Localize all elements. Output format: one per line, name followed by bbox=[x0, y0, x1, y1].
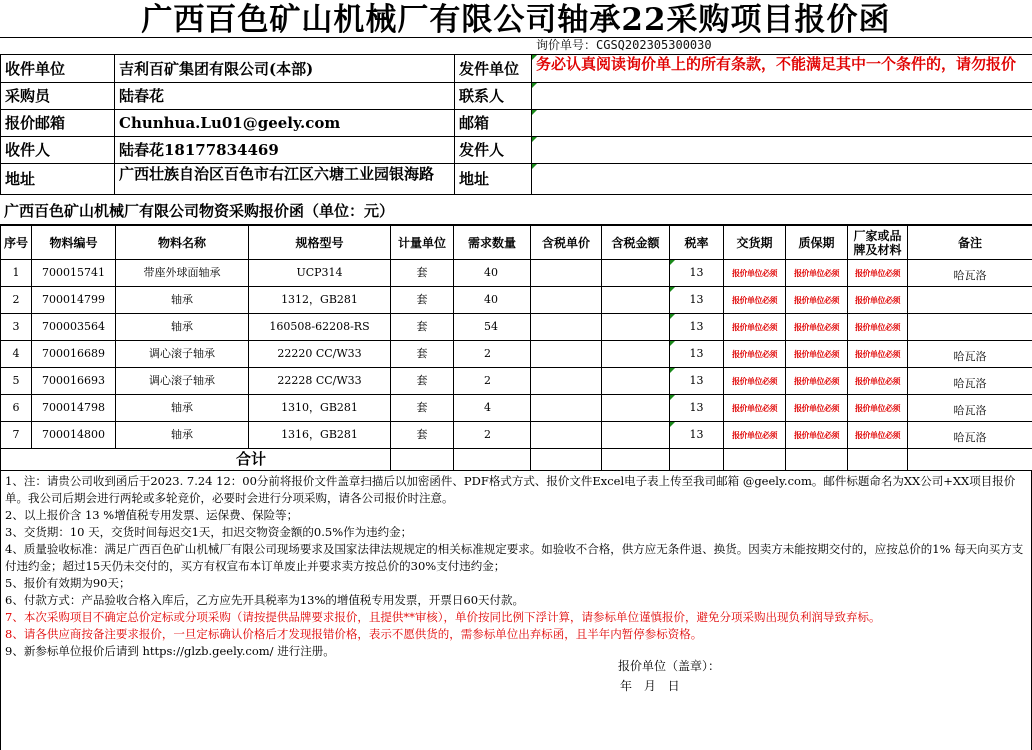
contact-value[interactable] bbox=[532, 83, 1032, 110]
row-unit: 套 bbox=[391, 395, 454, 422]
row-qty: 40 bbox=[454, 287, 531, 314]
recv-unit-value[interactable]: 吉利百矿集团有限公司(本部) bbox=[115, 55, 455, 83]
table-row bbox=[1, 422, 1032, 449]
row-code: 700003564 bbox=[32, 314, 116, 341]
row-unit: 套 bbox=[391, 260, 454, 287]
row-tax-rate: 13 bbox=[670, 260, 724, 287]
send-unit-label: 发件单位 bbox=[455, 55, 532, 83]
row-tax-amount[interactable] bbox=[602, 368, 670, 395]
signature-date: 年 月 日 bbox=[620, 679, 680, 693]
recv-unit-label: 收件单位 bbox=[1, 55, 115, 83]
total-amount[interactable] bbox=[602, 449, 670, 471]
row-no: 1 bbox=[1, 260, 32, 287]
row-unit: 套 bbox=[391, 341, 454, 368]
inquiry-number: 询价单号：CGSQ202305300030 bbox=[536, 38, 712, 52]
row-remark: 哈瓦洛 bbox=[908, 368, 1032, 395]
row-name: 轴承 bbox=[116, 287, 249, 314]
signature-label: 报价单位（盖章）： bbox=[618, 659, 721, 673]
note-item: 2、以上报价含 13 %增值税专用发票、运保费、保险等； bbox=[5, 508, 299, 522]
buyer-label: 采购员 bbox=[1, 83, 115, 110]
row-tax-price[interactable] bbox=[531, 395, 602, 422]
row-remark: 哈瓦洛 bbox=[908, 395, 1032, 422]
address2-label: 地址 bbox=[455, 164, 532, 195]
row-remark bbox=[908, 314, 1032, 341]
header-tax-amount: 含税金额 bbox=[602, 226, 670, 260]
header-brand: 厂家或品牌及材料 bbox=[848, 226, 908, 260]
address2-value[interactable] bbox=[532, 164, 1032, 195]
row-name: 轴承 bbox=[116, 314, 249, 341]
row-tax-price[interactable] bbox=[531, 341, 602, 368]
note-item: 9、新参标单位报价后请到 https://glzb.geely.com/ 进行注册。 bbox=[5, 644, 335, 658]
row-tax-rate: 13 bbox=[670, 395, 724, 422]
row-qty: 54 bbox=[454, 314, 531, 341]
row-unit: 套 bbox=[391, 368, 454, 395]
row-name: 调心滚子轴承 bbox=[116, 368, 249, 395]
row-spec: 22220 CC/W33 bbox=[249, 341, 391, 368]
row-tax-rate: 13 bbox=[670, 314, 724, 341]
table-row bbox=[1, 287, 1032, 314]
row-qty: 40 bbox=[454, 260, 531, 287]
row-no: 5 bbox=[1, 368, 32, 395]
row-warranty[interactable]: 报价单位必须 bbox=[786, 287, 848, 314]
row-spec: 22228 CC/W33 bbox=[249, 368, 391, 395]
table-subtitle: 广西百色矿山机械厂有限公司物资采购报价函（单位：元） bbox=[0, 197, 1032, 225]
email2-label: 邮箱 bbox=[455, 110, 532, 137]
row-tax-amount[interactable] bbox=[602, 287, 670, 314]
table-row bbox=[1, 314, 1032, 341]
row-tax-amount[interactable] bbox=[602, 422, 670, 449]
row-no: 2 bbox=[1, 287, 32, 314]
header-name: 物料名称 bbox=[116, 226, 249, 260]
row-remark: 哈瓦洛 bbox=[908, 260, 1032, 287]
row-no: 3 bbox=[1, 314, 32, 341]
row-spec: 160508-62208-RS bbox=[249, 314, 391, 341]
row-brand[interactable]: 报价单位必须 bbox=[848, 395, 908, 422]
page-title: 广西百色矿山机械厂有限公司轴承22采购项目报价函 bbox=[0, 0, 1032, 38]
row-tax-price[interactable] bbox=[531, 422, 602, 449]
sender-value[interactable] bbox=[532, 137, 1032, 164]
row-warranty[interactable]: 报价单位必须 bbox=[786, 341, 848, 368]
row-qty: 4 bbox=[454, 395, 531, 422]
table-row bbox=[1, 368, 1032, 395]
row-remark: 哈瓦洛 bbox=[908, 341, 1032, 368]
note-item: 3、交货期：10 天，交货时间每迟交1天，扣迟交物资金额的0.5%作为违约金； bbox=[5, 525, 413, 539]
row-tax-price[interactable] bbox=[531, 260, 602, 287]
row-warranty[interactable]: 报价单位必须 bbox=[786, 368, 848, 395]
row-name: 轴承 bbox=[116, 395, 249, 422]
sender-label: 发件人 bbox=[455, 137, 532, 164]
row-tax-amount[interactable] bbox=[602, 260, 670, 287]
note-item: 7、本次采购项目不确定总价定标或分项采购（请按提供品牌要求报价，且提供**审核），单价按同比例下浮计算，请参标单位谨慎报价，避免分项采购出现负利润导致弃标。 bbox=[5, 610, 881, 624]
address-label: 地址 bbox=[1, 164, 115, 195]
row-tax-amount[interactable] bbox=[602, 341, 670, 368]
address-value[interactable]: 广西壮族自治区百色市右江区六塘工业园银海路 bbox=[115, 164, 455, 195]
header-spec: 规格型号 bbox=[249, 226, 391, 260]
buyer-value[interactable]: 陆春花 bbox=[115, 83, 455, 110]
row-qty: 2 bbox=[454, 341, 531, 368]
notes-section bbox=[0, 470, 1032, 750]
row-code: 700014798 bbox=[32, 395, 116, 422]
row-warranty[interactable]: 报价单位必须 bbox=[786, 422, 848, 449]
row-tax-rate: 13 bbox=[670, 422, 724, 449]
row-remark: 哈瓦洛 bbox=[908, 422, 1032, 449]
row-warranty[interactable]: 报价单位必须 bbox=[786, 314, 848, 341]
row-delivery[interactable]: 报价单位必须 bbox=[724, 287, 786, 314]
row-qty: 2 bbox=[454, 368, 531, 395]
row-tax-price[interactable] bbox=[531, 368, 602, 395]
row-delivery[interactable]: 报价单位必须 bbox=[724, 260, 786, 287]
row-no: 4 bbox=[1, 341, 32, 368]
row-code: 700015741 bbox=[32, 260, 116, 287]
header-qty: 需求数量 bbox=[454, 226, 531, 260]
row-spec: 1310，GB281 bbox=[249, 395, 391, 422]
header-code: 物料编号 bbox=[32, 226, 116, 260]
total-label: 合计 bbox=[1, 449, 391, 471]
row-qty: 2 bbox=[454, 422, 531, 449]
row-code: 700016693 bbox=[32, 368, 116, 395]
row-no: 6 bbox=[1, 395, 32, 422]
signature-block bbox=[618, 656, 720, 696]
row-name: 轴承 bbox=[116, 422, 249, 449]
row-delivery[interactable]: 报价单位必须 bbox=[724, 314, 786, 341]
note-item: 5、报价有效期为90天； bbox=[5, 576, 131, 590]
header-delivery: 交货期 bbox=[724, 226, 786, 260]
row-brand[interactable]: 报价单位必须 bbox=[848, 287, 908, 314]
row-delivery[interactable]: 报价单位必须 bbox=[724, 368, 786, 395]
total-row bbox=[1, 449, 1032, 471]
header-warranty: 质保期 bbox=[786, 226, 848, 260]
row-brand[interactable]: 报价单位必须 bbox=[848, 341, 908, 368]
header-no: 序号 bbox=[1, 226, 32, 260]
email-value[interactable]: Chunhua.Lu01@geely.com bbox=[115, 110, 455, 137]
row-unit: 套 bbox=[391, 422, 454, 449]
row-tax-price[interactable] bbox=[531, 314, 602, 341]
recipient-value[interactable]: 陆春花18177834469 bbox=[115, 137, 455, 164]
note-item: 8、请各供应商按备注要求报价，一旦定标确认价格后才发现报错价格，表示不愿供货的，需参标单位出弃标函，且半年内暂停参标资格。 bbox=[5, 627, 703, 641]
header-tax-price: 含税单价 bbox=[531, 226, 602, 260]
table-row bbox=[1, 341, 1032, 368]
note-item: 6、付款方式：产品验收合格入库后，乙方应先开具税率为13%的增值税专用发票，开票日60天付款。 bbox=[5, 593, 525, 607]
row-name: 带座外球面轴承 bbox=[116, 260, 249, 287]
row-tax-amount[interactable] bbox=[602, 395, 670, 422]
table-row bbox=[1, 260, 1032, 287]
row-remark bbox=[908, 287, 1032, 314]
items-header-row bbox=[1, 226, 1032, 260]
row-brand[interactable]: 报价单位必须 bbox=[848, 422, 908, 449]
note-item: 1、注：请贵公司收到函后于2023. 7.24 12：00分前将报价文件盖章扫描后以加密函件、PDF格式方式、报价文件Excel电子表上传至我司邮箱 @geely.com。邮件标题命名为XX公司+XX项目报价单。我公司后期会进行两轮或多轮竞价，必要时会进行分项采购，请各公司报价时注意。 bbox=[5, 474, 1016, 505]
row-tax-rate: 13 bbox=[670, 368, 724, 395]
row-no: 7 bbox=[1, 422, 32, 449]
email-label: 报价邮箱 bbox=[1, 110, 115, 137]
row-tax-rate: 13 bbox=[670, 287, 724, 314]
header-unit: 计量单位 bbox=[391, 226, 454, 260]
table-row bbox=[1, 395, 1032, 422]
row-spec: UCP314 bbox=[249, 260, 391, 287]
recipient-label: 收件人 bbox=[1, 137, 115, 164]
row-delivery[interactable]: 报价单位必须 bbox=[724, 422, 786, 449]
row-brand[interactable]: 报价单位必须 bbox=[848, 260, 908, 287]
row-tax-amount[interactable] bbox=[602, 314, 670, 341]
row-warranty[interactable]: 报价单位必须 bbox=[786, 260, 848, 287]
row-warranty[interactable]: 报价单位必须 bbox=[786, 395, 848, 422]
row-brand[interactable]: 报价单位必须 bbox=[848, 314, 908, 341]
row-tax-price[interactable] bbox=[531, 287, 602, 314]
row-delivery[interactable]: 报价单位必须 bbox=[724, 395, 786, 422]
row-spec: 1312，GB281 bbox=[249, 287, 391, 314]
row-spec: 1316，GB281 bbox=[249, 422, 391, 449]
row-unit: 套 bbox=[391, 314, 454, 341]
header-remark: 备注 bbox=[908, 226, 1032, 260]
note-item: 4、质量验收标准：满足广西百色矿山机械厂有限公司现场要求及国家法律法规规定的相关标准规定要求。如验收不合格，供方应无条件退、换货。因卖方未能按期交付的，应按总价的1% 每天向买方支付违约金；超过15天仍未交付的，买方有权宣布本订单废止并要求卖方按总价的30%支付违约金； bbox=[5, 542, 1024, 573]
row-delivery[interactable]: 报价单位必须 bbox=[724, 341, 786, 368]
row-tax-rate: 13 bbox=[670, 341, 724, 368]
email2-value[interactable] bbox=[532, 110, 1032, 137]
warning-text: 务必认真阅读询价单上的所有条款，不能满足其中一个条件的，请勿报价 bbox=[532, 55, 1032, 83]
row-name: 调心滚子轴承 bbox=[116, 341, 249, 368]
header-tax-rate: 税率 bbox=[670, 226, 724, 260]
row-unit: 套 bbox=[391, 287, 454, 314]
row-code: 700016689 bbox=[32, 341, 116, 368]
contact-label: 联系人 bbox=[455, 83, 532, 110]
row-brand[interactable]: 报价单位必须 bbox=[848, 368, 908, 395]
row-code: 700014799 bbox=[32, 287, 116, 314]
info-table bbox=[0, 54, 1032, 195]
row-code: 700014800 bbox=[32, 422, 116, 449]
items-table bbox=[0, 225, 1032, 471]
